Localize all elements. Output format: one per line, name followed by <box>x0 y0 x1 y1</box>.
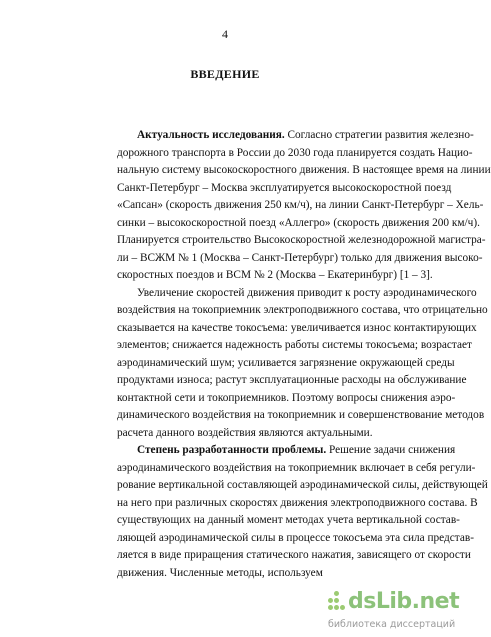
text-line: Увеличение скоростей движения приводит к росту аэродинамического <box>137 286 477 299</box>
text-line: ляется в виде приращения статического нажатия, зависящего от скорости <box>117 549 471 561</box>
text-line: нальную систему высокоскоростного движения. В настоящее время на линии <box>117 164 491 176</box>
text-line <box>137 128 474 142</box>
line-text: Решение задачи снижения <box>326 444 456 456</box>
page-number: 4 <box>222 27 228 41</box>
text-line: расчета данного воздействия являются актуальными. <box>117 426 373 439</box>
paragraph-lead: Степень разработанности проблемы. <box>137 444 327 456</box>
text-line: воздействия на токоприемник электроподвижного состава, что отрицательно <box>117 304 488 316</box>
text-line: движения. Численные методы, используем <box>117 566 323 579</box>
section-heading: ВВЕДЕНИЕ <box>190 67 260 81</box>
text-line: ли – ВСЖМ № 1 (Москва – Санкт-Петербург) только для движения высоко- <box>117 251 483 264</box>
watermark-logo-text: dsLib.net <box>348 589 460 614</box>
line-text: Согласно стратегии развития железно- <box>284 129 474 141</box>
text-line: контактной сети и токоприемников. Поэтому вопросы снижения аэро- <box>117 391 456 404</box>
text-line: Санкт-Петербург – Москва эксплуатируется высокоскоростной поезд <box>117 181 452 194</box>
paragraph-lead: Актуальность исследования. <box>137 129 285 141</box>
text-line: аэродинамический шум; усиливается загрязнение окружающей среды <box>117 356 455 369</box>
text-line: скоростных поездов и ВСМ № 2 (Москва – Екатеринбург) [1 – 3]. <box>117 269 433 281</box>
text-line: элементов; снижается надежность работы системы токосъема; возрастает <box>117 339 472 351</box>
text-line: продуктами износа; растут эксплуатационные расходы на обслуживание <box>117 374 467 386</box>
text-line: «Сапсан» (скорость движения 250 км/ч), на линии Санкт-Петербург – Хель- <box>117 199 484 211</box>
text-line: динамического воздействия на токоприемник и совершенствование методов <box>117 409 485 421</box>
site-watermark <box>328 589 460 633</box>
text-line: синки – высокоскоростной поезд «Аллегро» (скорость движения 200 км/ч). <box>117 216 480 229</box>
text-line: аэродинамического воздействия на токоприемник включает в себя регули- <box>117 461 476 474</box>
text-line: ляющей аэродинамической силы в процессе токосъема эта сила представ- <box>117 531 474 544</box>
watermark-caption: библиотека диссертаций <box>328 619 456 630</box>
watermark-logo-icon <box>328 591 346 615</box>
text-line: на него при различных скоростях движения электроподвижного состава. В <box>117 496 478 509</box>
text-line: рование вертикальной составляющей аэродинамической силы, действующей <box>117 479 488 491</box>
text-line: сказывается на качестве токосъема: увеличивается износ контактирующих <box>117 321 477 334</box>
text-line: Планируется строительство Высокоскоростной железнодорожной магистра- <box>117 234 486 246</box>
text-line: существующих на данный момент методах учета вертикальной состав- <box>117 514 460 526</box>
text-line: дорожного транспорта в России до 2030 года планируется создать Нацио- <box>117 146 473 159</box>
text-line <box>137 443 456 457</box>
